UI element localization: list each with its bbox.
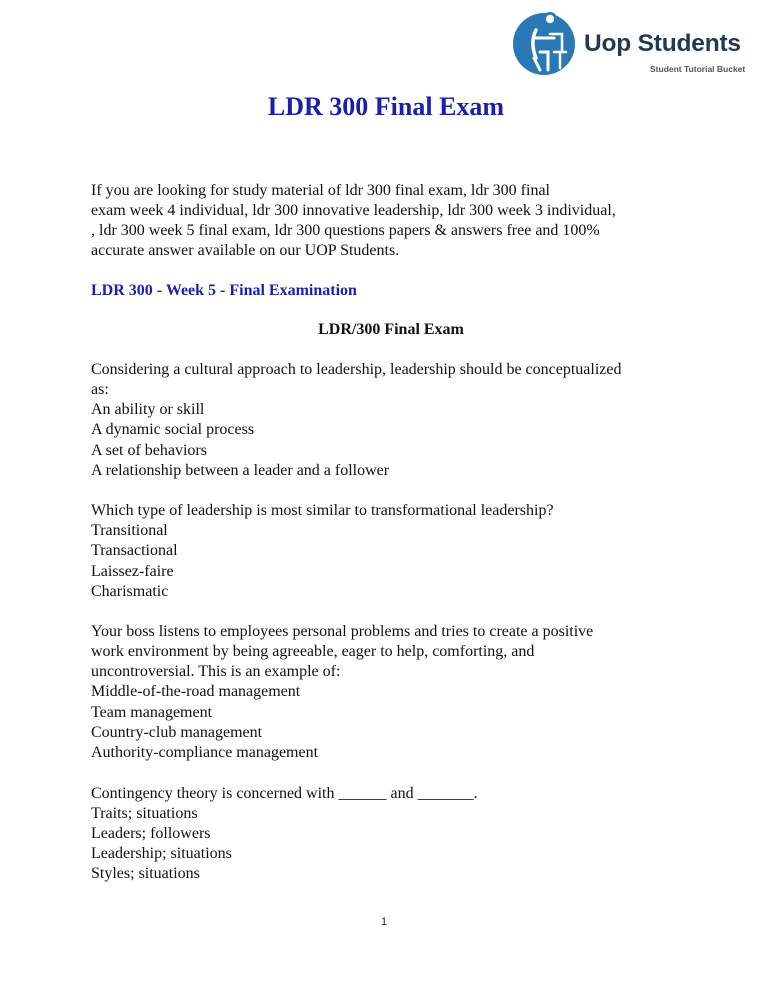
week-heading: LDR 300 - Week 5 - Final Examination (91, 282, 357, 299)
answer-option: Transactional (91, 542, 178, 560)
question-text: Contingency theory is concerned with ______ and _______. (91, 784, 478, 802)
question-1 (91, 360, 691, 481)
answer-option: Traits; situations (91, 804, 198, 822)
question-text: Which type of leadership is most similar to transformational leadership? (91, 502, 554, 520)
question-text: Your boss listens to employees personal problems and tries to create a positive work environment by being agreeable, eager to help, comforting, and uncontroversial. This is an example of: (91, 623, 594, 681)
answer-option: Transitional (91, 522, 168, 540)
answer-option: Charismatic (91, 583, 169, 601)
answer-option: Team management (91, 703, 213, 721)
logo-name: Uop Students (584, 30, 741, 57)
answer-option: Country-club management (91, 723, 263, 741)
page-number: 1 (380, 916, 388, 928)
answer-list (91, 521, 691, 602)
intro-paragraph: If you are looking for study material of ldr 300 final exam, ldr 300 final exam week 4 individual, ldr 300 innovative leadership, ldr 300 week 3 individual, , ldr 300 week 5 final exam, ldr 300 questions papers & answers free and 100% accurate answer available on our UOP Students. (91, 182, 616, 259)
question-3 (91, 622, 691, 763)
answer-option: An ability or skill (91, 401, 205, 418)
answer-option: Middle-of-the-road management (91, 683, 301, 701)
document-title: LDR 300 Final Exam (267, 92, 505, 121)
answer-option: A set of behaviors (91, 441, 207, 459)
answer-option: Styles; situations (91, 865, 200, 883)
answer-option: Leaders; followers (91, 824, 211, 842)
answer-option: Leadership; situations (91, 845, 232, 863)
answer-option: Laissez-faire (91, 562, 174, 580)
answer-option: A dynamic social process (91, 421, 255, 439)
answer-list (91, 400, 691, 481)
student-at-desk-logo-icon (510, 8, 576, 78)
question-4 (91, 784, 691, 885)
question-text: Considering a cultural approach to leadership, leadership should be conceptualized as: (91, 361, 622, 398)
answer-option: Authority-compliance management (91, 744, 319, 762)
exam-heading: LDR/300 Final Exam (318, 321, 464, 338)
question-2 (91, 501, 691, 602)
answer-list (91, 804, 691, 885)
logo-tagline: Student Tutorial Bucket (650, 64, 746, 74)
answer-list (91, 682, 691, 763)
document-body (91, 181, 691, 885)
answer-option: A relationship between a leader and a follower (91, 461, 390, 479)
uop-students-logo (510, 8, 768, 78)
